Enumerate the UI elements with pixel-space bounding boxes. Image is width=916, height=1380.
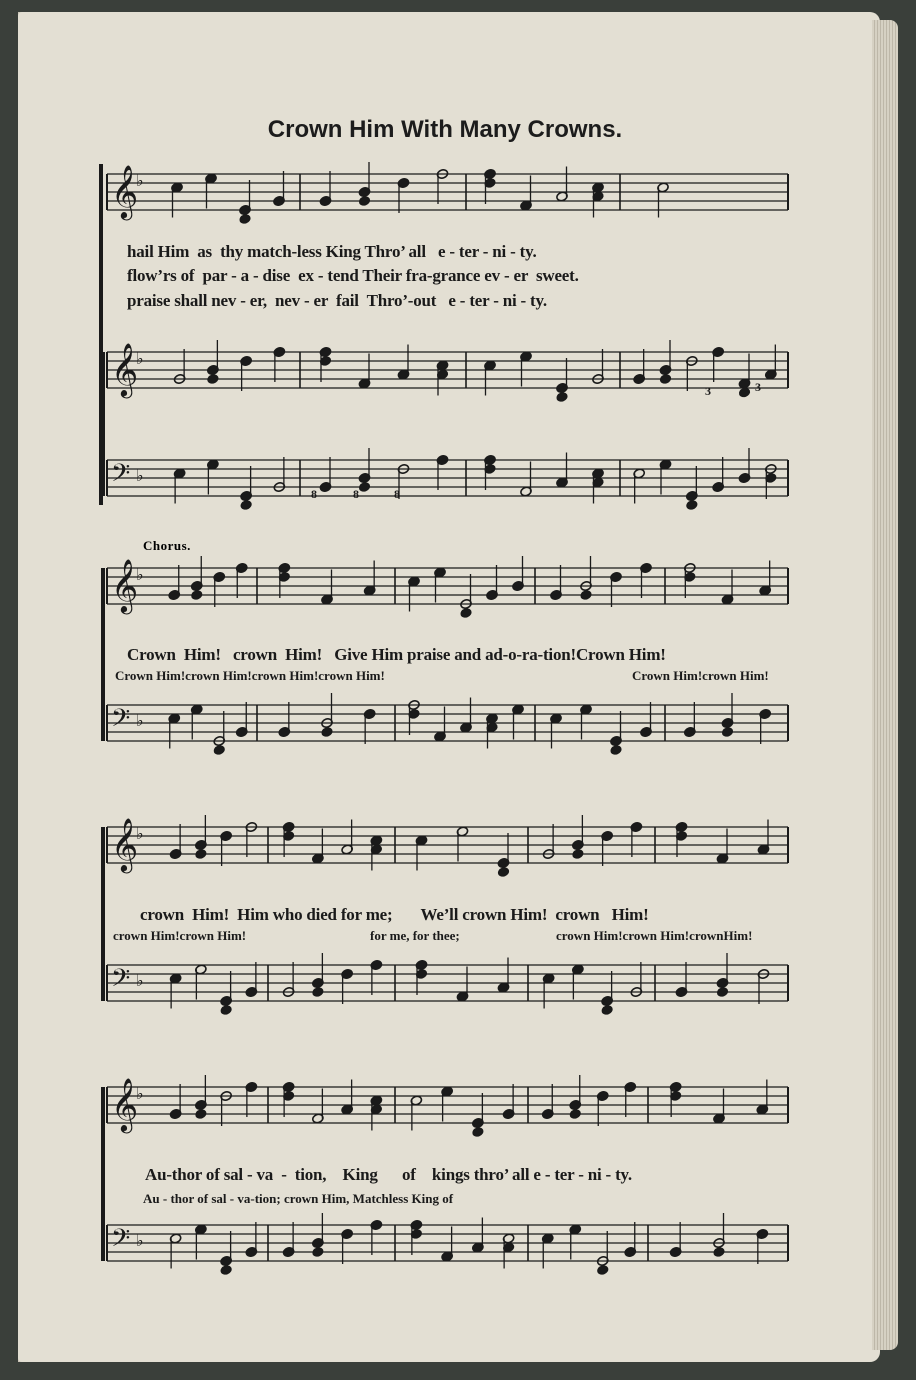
- note-head: [497, 866, 510, 877]
- chorus-lyric-3: Au-thor of sal - va - tion, King of kings thro’ all e - ter - ni - ty.: [145, 1165, 632, 1184]
- treble-clef: 𝄞: [111, 342, 139, 396]
- verse-lyric-line-1: hail Him as thy match-less King Thro’ all e - ter - ni - ty.: [127, 242, 537, 261]
- note-head: [321, 726, 334, 737]
- verse-lyric-line-3: praise shall nev - er, nev - er fail Thro’-out e - ter - ni - ty.: [127, 291, 547, 310]
- chorus-sub-lyric-3: Au - thor of sal - va-tion; crown Him, Matchless King of: [143, 1191, 454, 1206]
- chorus-sub-lyric-2: crown Him!crown Him!: [113, 928, 247, 943]
- note-head: [358, 481, 371, 492]
- bass-clef: 𝄢: [111, 459, 131, 494]
- flat-key-signature: ♭: [136, 565, 144, 584]
- chorus-lyric-1: Crown Him! crown Him! Give Him praise and ad-o-ra-tion!Crown Him!: [127, 645, 666, 664]
- flat-key-signature: ♭: [136, 349, 144, 368]
- hymn-title: Crown Him With Many Crowns.: [267, 116, 623, 143]
- bass-clef: 𝄢: [111, 964, 131, 999]
- note-head: [713, 1246, 726, 1257]
- note-head: [472, 1126, 485, 1137]
- note-head: [572, 848, 585, 859]
- chorus-label: Chorus.: [143, 538, 191, 553]
- bass-clef: 𝄢: [111, 704, 131, 739]
- note-head: [580, 589, 593, 600]
- flat-key-signature: ♭: [136, 466, 144, 485]
- flat-key-signature: ♭: [136, 1231, 144, 1250]
- flat-key-signature: ♭: [136, 171, 144, 190]
- note-head: [610, 744, 623, 755]
- note-head: [358, 195, 371, 206]
- note-head: [716, 986, 729, 997]
- note-head: [596, 1264, 609, 1275]
- note-head: [195, 848, 208, 859]
- note-head: [659, 373, 672, 384]
- chorus-sub-lyric-2c: crown Him!crown Him!crownHim!: [556, 928, 753, 943]
- note-head: [190, 589, 203, 600]
- flat-key-signature: ♭: [136, 971, 144, 990]
- bass-figure: 8: [394, 487, 400, 501]
- note-head: [220, 1004, 233, 1015]
- flat-key-signature: ♭: [136, 1084, 144, 1103]
- bass-figure: 8: [353, 487, 359, 501]
- bass-figure: 8: [311, 487, 317, 501]
- treble-clef: 𝄞: [111, 817, 139, 871]
- note-head: [686, 499, 699, 510]
- flat-key-signature: ♭: [136, 711, 144, 730]
- verse-lyric-line-2: flow’rs of par - a - dise ex - tend Their fra-grance ev - er sweet.: [127, 266, 579, 285]
- note-head: [569, 1108, 582, 1119]
- note-head: [312, 986, 325, 997]
- bass-clef: 𝄢: [111, 1224, 131, 1259]
- note-head: [240, 499, 253, 510]
- note-head: [239, 213, 252, 224]
- triplet-mark: 3: [755, 380, 761, 394]
- note-head: [195, 1108, 208, 1119]
- note-head: [213, 744, 226, 755]
- flat-key-signature: ♭: [136, 824, 144, 843]
- note-head: [312, 1246, 325, 1257]
- chorus-sub-lyric-1: Crown Him!crown Him!crown Him!crown Him!: [115, 668, 385, 683]
- note-head: [207, 373, 220, 384]
- note-head: [220, 1264, 233, 1275]
- treble-clef: 𝄞: [111, 558, 139, 612]
- note-head: [460, 607, 473, 618]
- treble-clef: 𝄞: [111, 1077, 139, 1131]
- note-head: [721, 726, 734, 737]
- chorus-sub-lyric-1b: Crown Him!crown Him!: [632, 668, 769, 683]
- note-head: [556, 391, 569, 402]
- treble-clef: 𝄞: [111, 164, 139, 218]
- triplet-mark: 3: [705, 384, 711, 398]
- note-head: [601, 1004, 614, 1015]
- chorus-lyric-2: crown Him! Him who died for me; We’ll crown Him! crown Him!: [140, 905, 649, 924]
- chorus-sub-lyric-2b: for me, for thee;: [370, 928, 460, 943]
